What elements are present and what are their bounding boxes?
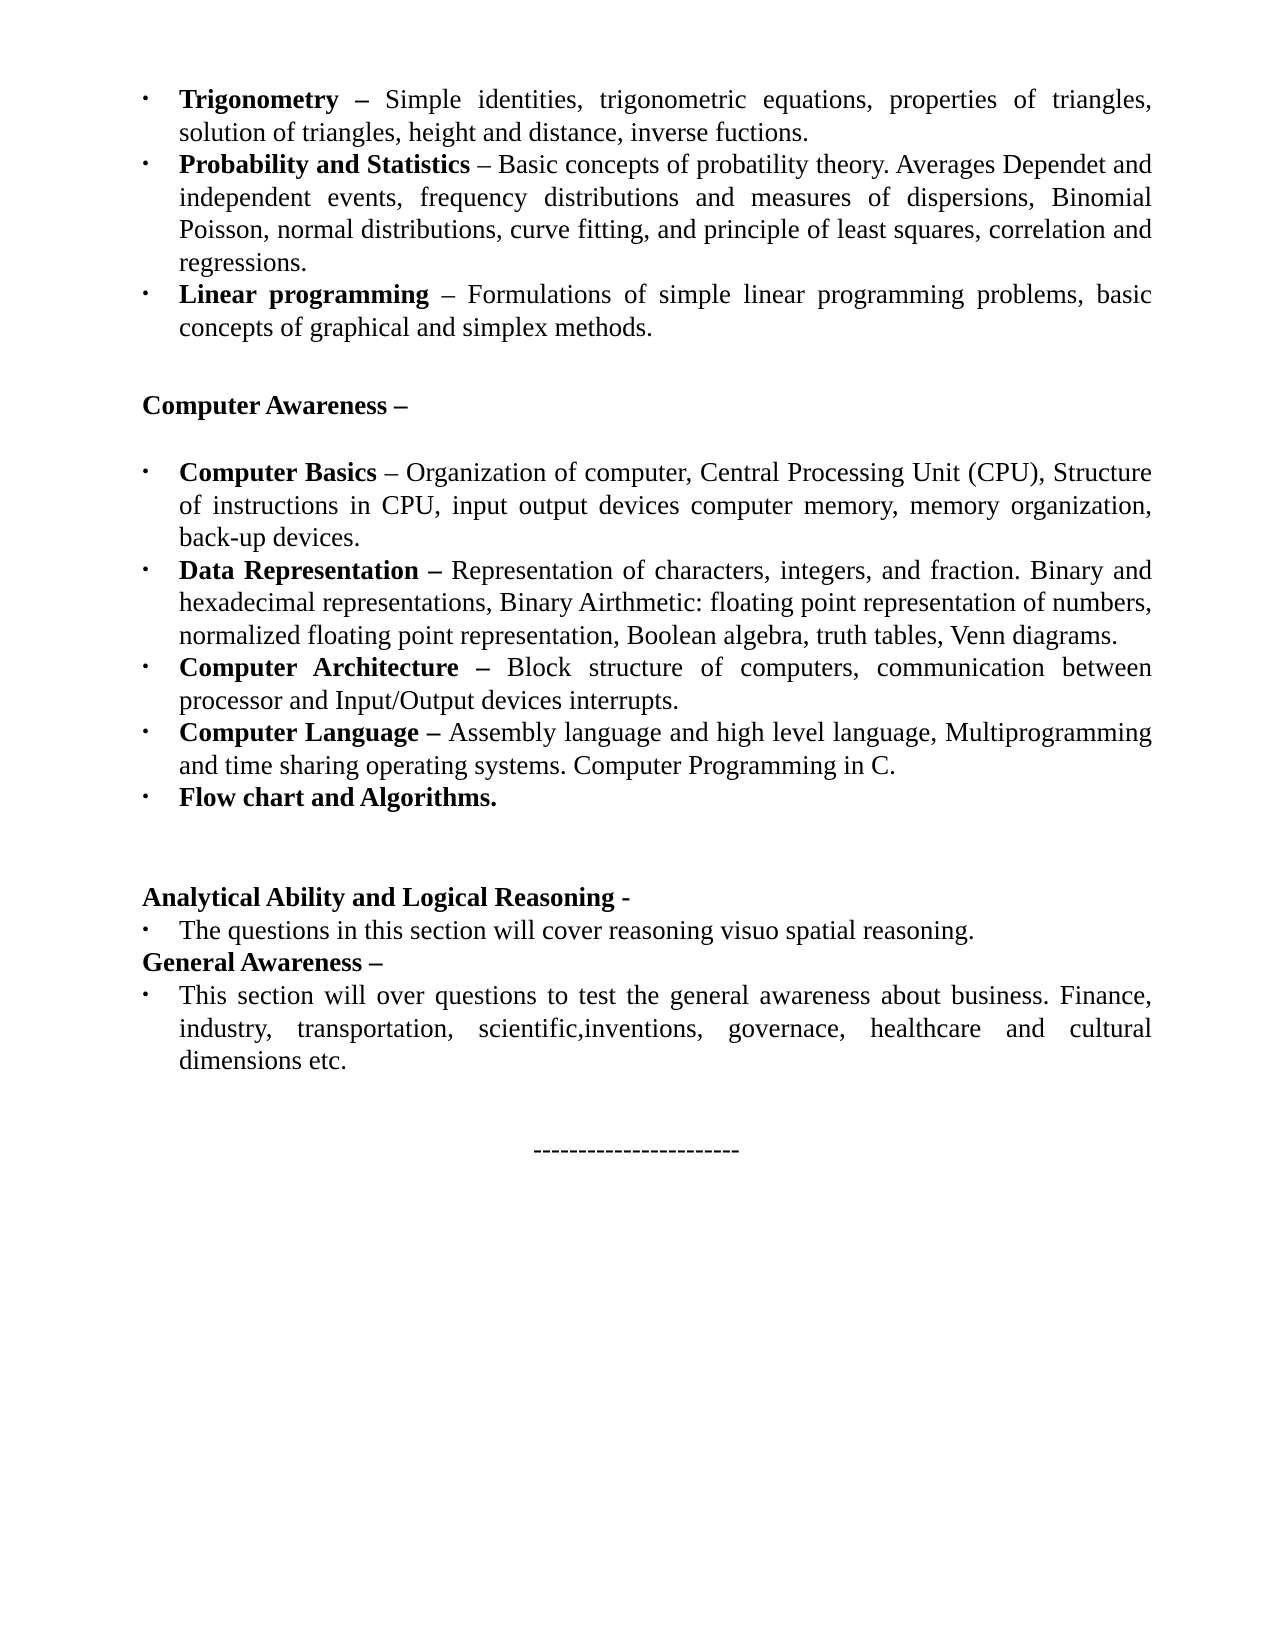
computer-awareness-block	[142, 456, 1152, 814]
topic-description: Basic concepts of probatility theory. Averages Dependet and independent events, frequency distributions and measures of dispersions, Binomial Poisson, normal distributions, curve fitting, and principle of least squares, correlation and regressions.	[179, 149, 1153, 277]
bullet-icon: •	[142, 153, 150, 175]
bullet-icon: •	[142, 88, 150, 110]
topic-description: This section will over questions to test the general awareness about business. Finance, industry, transportation, scientific,inventions, governace, healthcare and cultural dimensions etc.	[179, 980, 1152, 1075]
list-item	[142, 781, 1152, 814]
topic-description: Simple identities, trigonometric equations, properties of triangles, solution of triangles, height and distance, inverse fuctions.	[179, 84, 1152, 147]
list-item	[142, 554, 1152, 652]
end-divider: -----------------------	[533, 1134, 740, 1164]
list-item	[142, 651, 1152, 716]
bullet-icon: •	[142, 283, 150, 305]
section-heading-computer-awareness: Computer Awareness –	[142, 390, 408, 420]
topic-title: Computer Architecture	[179, 652, 459, 682]
list-item	[142, 278, 1152, 343]
list-item	[142, 716, 1152, 781]
math-topics-list	[142, 83, 1152, 343]
topic-title: Linear programming	[179, 279, 429, 309]
topic-separator: –	[458, 652, 507, 682]
topic-description: Formulations of simple linear programming problems, basic concepts of graphical and simplex methods.	[179, 279, 1153, 342]
bullet-icon: •	[142, 786, 150, 808]
section-heading-analytical-ability: Analytical Ability and Logical Reasoning -	[142, 882, 631, 912]
topic-separator: –	[418, 717, 449, 747]
topic-title: Flow chart and Algorithms.	[179, 782, 498, 812]
bullet-icon: •	[142, 656, 150, 678]
bullet-icon: •	[142, 558, 150, 581]
topic-title: Data Representation	[179, 554, 419, 585]
topic-description: Assembly language and high level language, Multiprogramming and time sharing operating systems. Computer Programming in C.	[179, 717, 1152, 780]
math-topics-block	[142, 83, 1152, 343]
list-item	[142, 83, 1152, 148]
topic-separator: –	[376, 457, 406, 487]
analytical-list	[142, 914, 1152, 947]
topic-description: The questions in this section will cover reasoning visuo spatial reasoning.	[179, 915, 975, 945]
general-awareness-block	[142, 979, 1152, 1077]
topic-separator: –	[470, 149, 498, 179]
bullet-icon: •	[142, 461, 150, 483]
topic-title: Trigonometry	[179, 84, 339, 114]
bullet-icon: •	[142, 984, 150, 1006]
bullet-icon: •	[142, 721, 150, 743]
topic-title: Computer Language	[179, 717, 419, 747]
section-heading-general-awareness: General Awareness –	[142, 947, 383, 977]
bullet-icon: •	[142, 919, 150, 941]
list-item	[142, 148, 1152, 278]
topic-title: Probability and Statistics	[179, 149, 471, 179]
computer-awareness-list	[142, 456, 1152, 814]
list-item	[142, 914, 1152, 947]
topic-description: Block structure of computers, communication between processor and Input/Output devices interrupts.	[179, 652, 1153, 715]
topic-title: Computer Basics	[179, 457, 377, 487]
topic-separator: –	[338, 84, 385, 114]
list-item	[142, 456, 1152, 554]
topic-separator: –	[418, 554, 452, 585]
list-item	[142, 979, 1152, 1077]
general-awareness-list	[142, 979, 1152, 1077]
topic-description: Organization of computer, Central Processing Unit (CPU), Structure of instructions in CPU, input output devices computer memory, memory organization, back-up devices.	[179, 457, 1152, 552]
topic-separator: –	[429, 279, 468, 309]
analytical-block	[142, 914, 1152, 947]
topic-description: Representation of characters, integers, and fraction. Binary and hexadecimal representations, Binary Airthmetic: floating point representation of numbers, normalized floating point representation, Boolean algebra, truth tables, Venn diagrams.	[179, 554, 1152, 650]
